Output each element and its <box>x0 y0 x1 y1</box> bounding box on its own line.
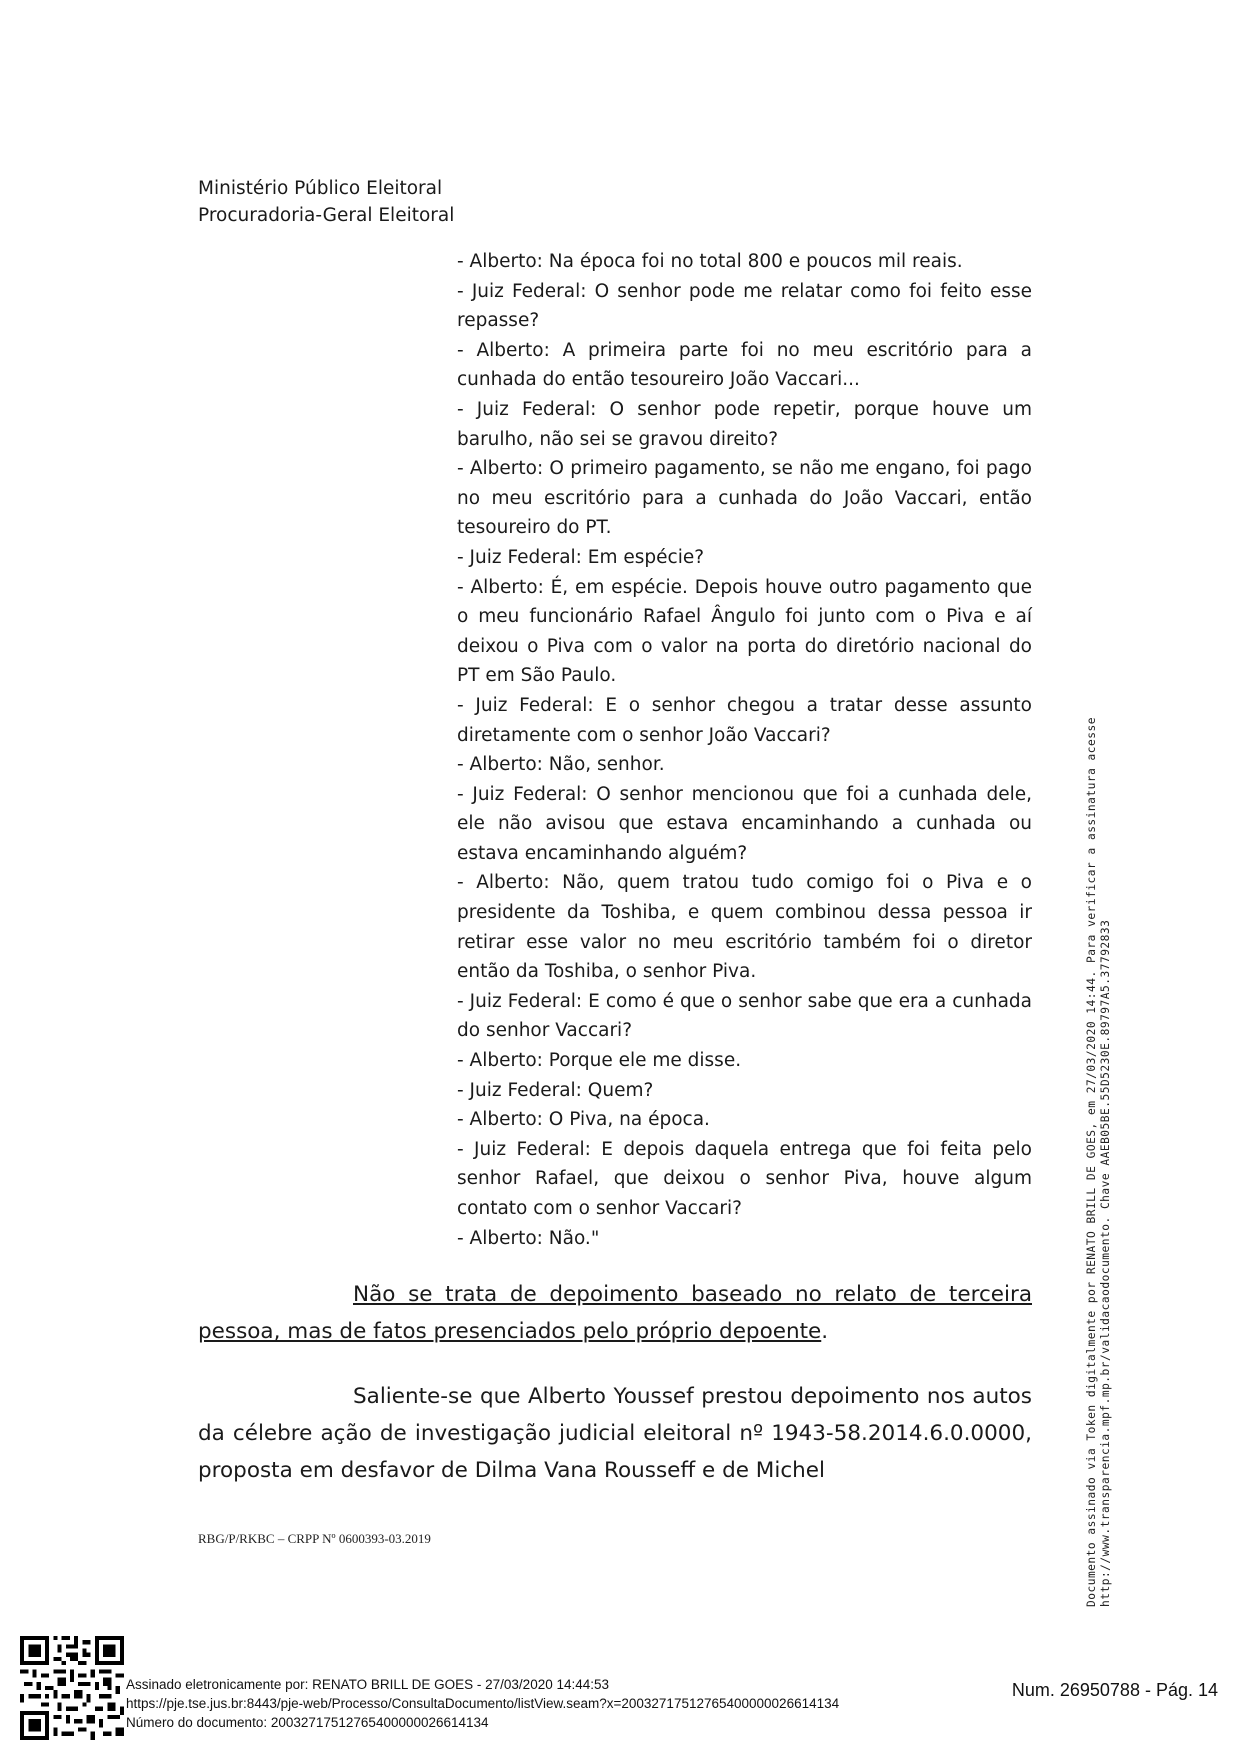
transcript-line: - Juiz Federal: O senhor pode repetir, porque houve um barulho, não sei se gravou direito? <box>457 398 1032 450</box>
signature-url[interactable]: https://pje.tse.jus.br:8443/pje-web/Processo/ConsultaDocumento/listView.seam?x=20032717512765400000026614134 <box>126 1696 840 1711</box>
transcript-line: - Alberto: Não." <box>457 1227 600 1249</box>
transcript-line: - Juiz Federal: O senhor pode me relatar como foi feito esse repasse? <box>457 280 1032 332</box>
transcript-line: - Alberto: Não, senhor. <box>457 754 665 776</box>
document-header <box>198 175 454 229</box>
body-paragraph-1 <box>198 1276 1032 1350</box>
paragraph-text: Saliente-se que Alberto Youssef prestou depoimento nos autos da célebre ação de investigação judicial eleitoral nº 1943-58.2014.6.0.0000, proposta em desfavor de Dilma Vana Rousseff e de Michel <box>198 1384 1032 1483</box>
header-department: Procuradoria-Geral Eleitoral <box>198 205 455 226</box>
transcript-line: - Alberto: Não, quem tratou tudo comigo foi o Piva e o presidente da Toshiba, e quem combinou dessa pessoa ir retirar esse valor no meu escritório também foi o diretor então da Toshiba, o senhor Piva. <box>457 872 1032 983</box>
transcript-line: - Alberto: Na época foi no total 800 e poucos mil reais. <box>457 251 963 272</box>
transcript-line: - Juiz Federal: Em espécie? <box>457 546 705 568</box>
transcript-line: - Alberto: Porque ele me disse. <box>457 1050 742 1072</box>
stamp-line: http://www.transparencia.mpf.mp.br/validacaodocumento. Chave AAEB05BE.55D5230E.89797A5.37792833 <box>1099 919 1112 1607</box>
signature-document-number: Número do documento: 20032717512765400000026614134 <box>126 1715 489 1730</box>
transcript-line: - Juiz Federal: O senhor mencionou que foi a cunhada dele, ele não avisou que estava encaminhando a cunhada ou estava encaminhando alguém? <box>457 783 1032 864</box>
transcript-line: - Alberto: O primeiro pagamento, se não me engano, foi pago no meu escritório para a cunhada do João Vaccari, então tesoureiro do PT. <box>457 458 1032 539</box>
qr-code-icon <box>20 1636 124 1740</box>
transcript-line: - Juiz Federal: E depois daquela entrega que foi feita pelo senhor Rafael, que deixou o senhor Piva, houve algum contato com o senhor Vaccari? <box>457 1138 1032 1219</box>
stamp-line: Documento assinado via Token digitalmente por RENATO BRILL DE GOES, em 27/03/2020 14:44. Para verificar a assinatura acesse <box>1085 717 1098 1607</box>
document-reference-code: RBG/P/RKBC – CRPP Nº 0600393-03.2019 <box>198 1531 431 1546</box>
paragraph-end: . <box>821 1319 829 1344</box>
underlined-statement: Não se trata de depoimento baseado no relato de terceira pessoa, mas de fatos presenciados pelo próprio depoente <box>198 1282 1032 1344</box>
transcript-line: - Alberto: A primeira parte foi no meu escritório para a cunhada do então tesoureiro João Vaccari... <box>457 339 1032 391</box>
electronic-signature-info <box>126 1675 839 1732</box>
page-number: Num. 26950788 - Pág. 14 <box>1011 1680 1218 1700</box>
body-paragraph-2 <box>198 1378 1032 1489</box>
transcript-line: - Juiz Federal: E como é que o senhor sabe que era a cunhada do senhor Vaccari? <box>457 990 1032 1042</box>
transcript-line: - Alberto: O Piva, na época. <box>457 1109 710 1131</box>
header-institution: Ministério Público Eleitoral <box>198 178 443 199</box>
signature-signer: Assinado eletronicamente por: RENATO BRILL DE GOES - 27/03/2020 14:44:53 <box>126 1677 610 1692</box>
transcript-line: - Juiz Federal: Quem? <box>457 1079 654 1101</box>
testimony-transcript <box>457 247 1032 1253</box>
transcript-line: - Juiz Federal: E o senhor chegou a tratar desse assunto diretamente com o senhor João Vaccari? <box>457 694 1032 746</box>
digital-signature-stamp <box>1085 717 1113 1607</box>
transcript-line: - Alberto: É, em espécie. Depois houve outro pagamento que o meu funcionário Rafael Ângulo foi junto com o Piva e aí deixou o Piva com o valor na porta do diretório nacional do PT em São Paulo. <box>457 576 1032 687</box>
